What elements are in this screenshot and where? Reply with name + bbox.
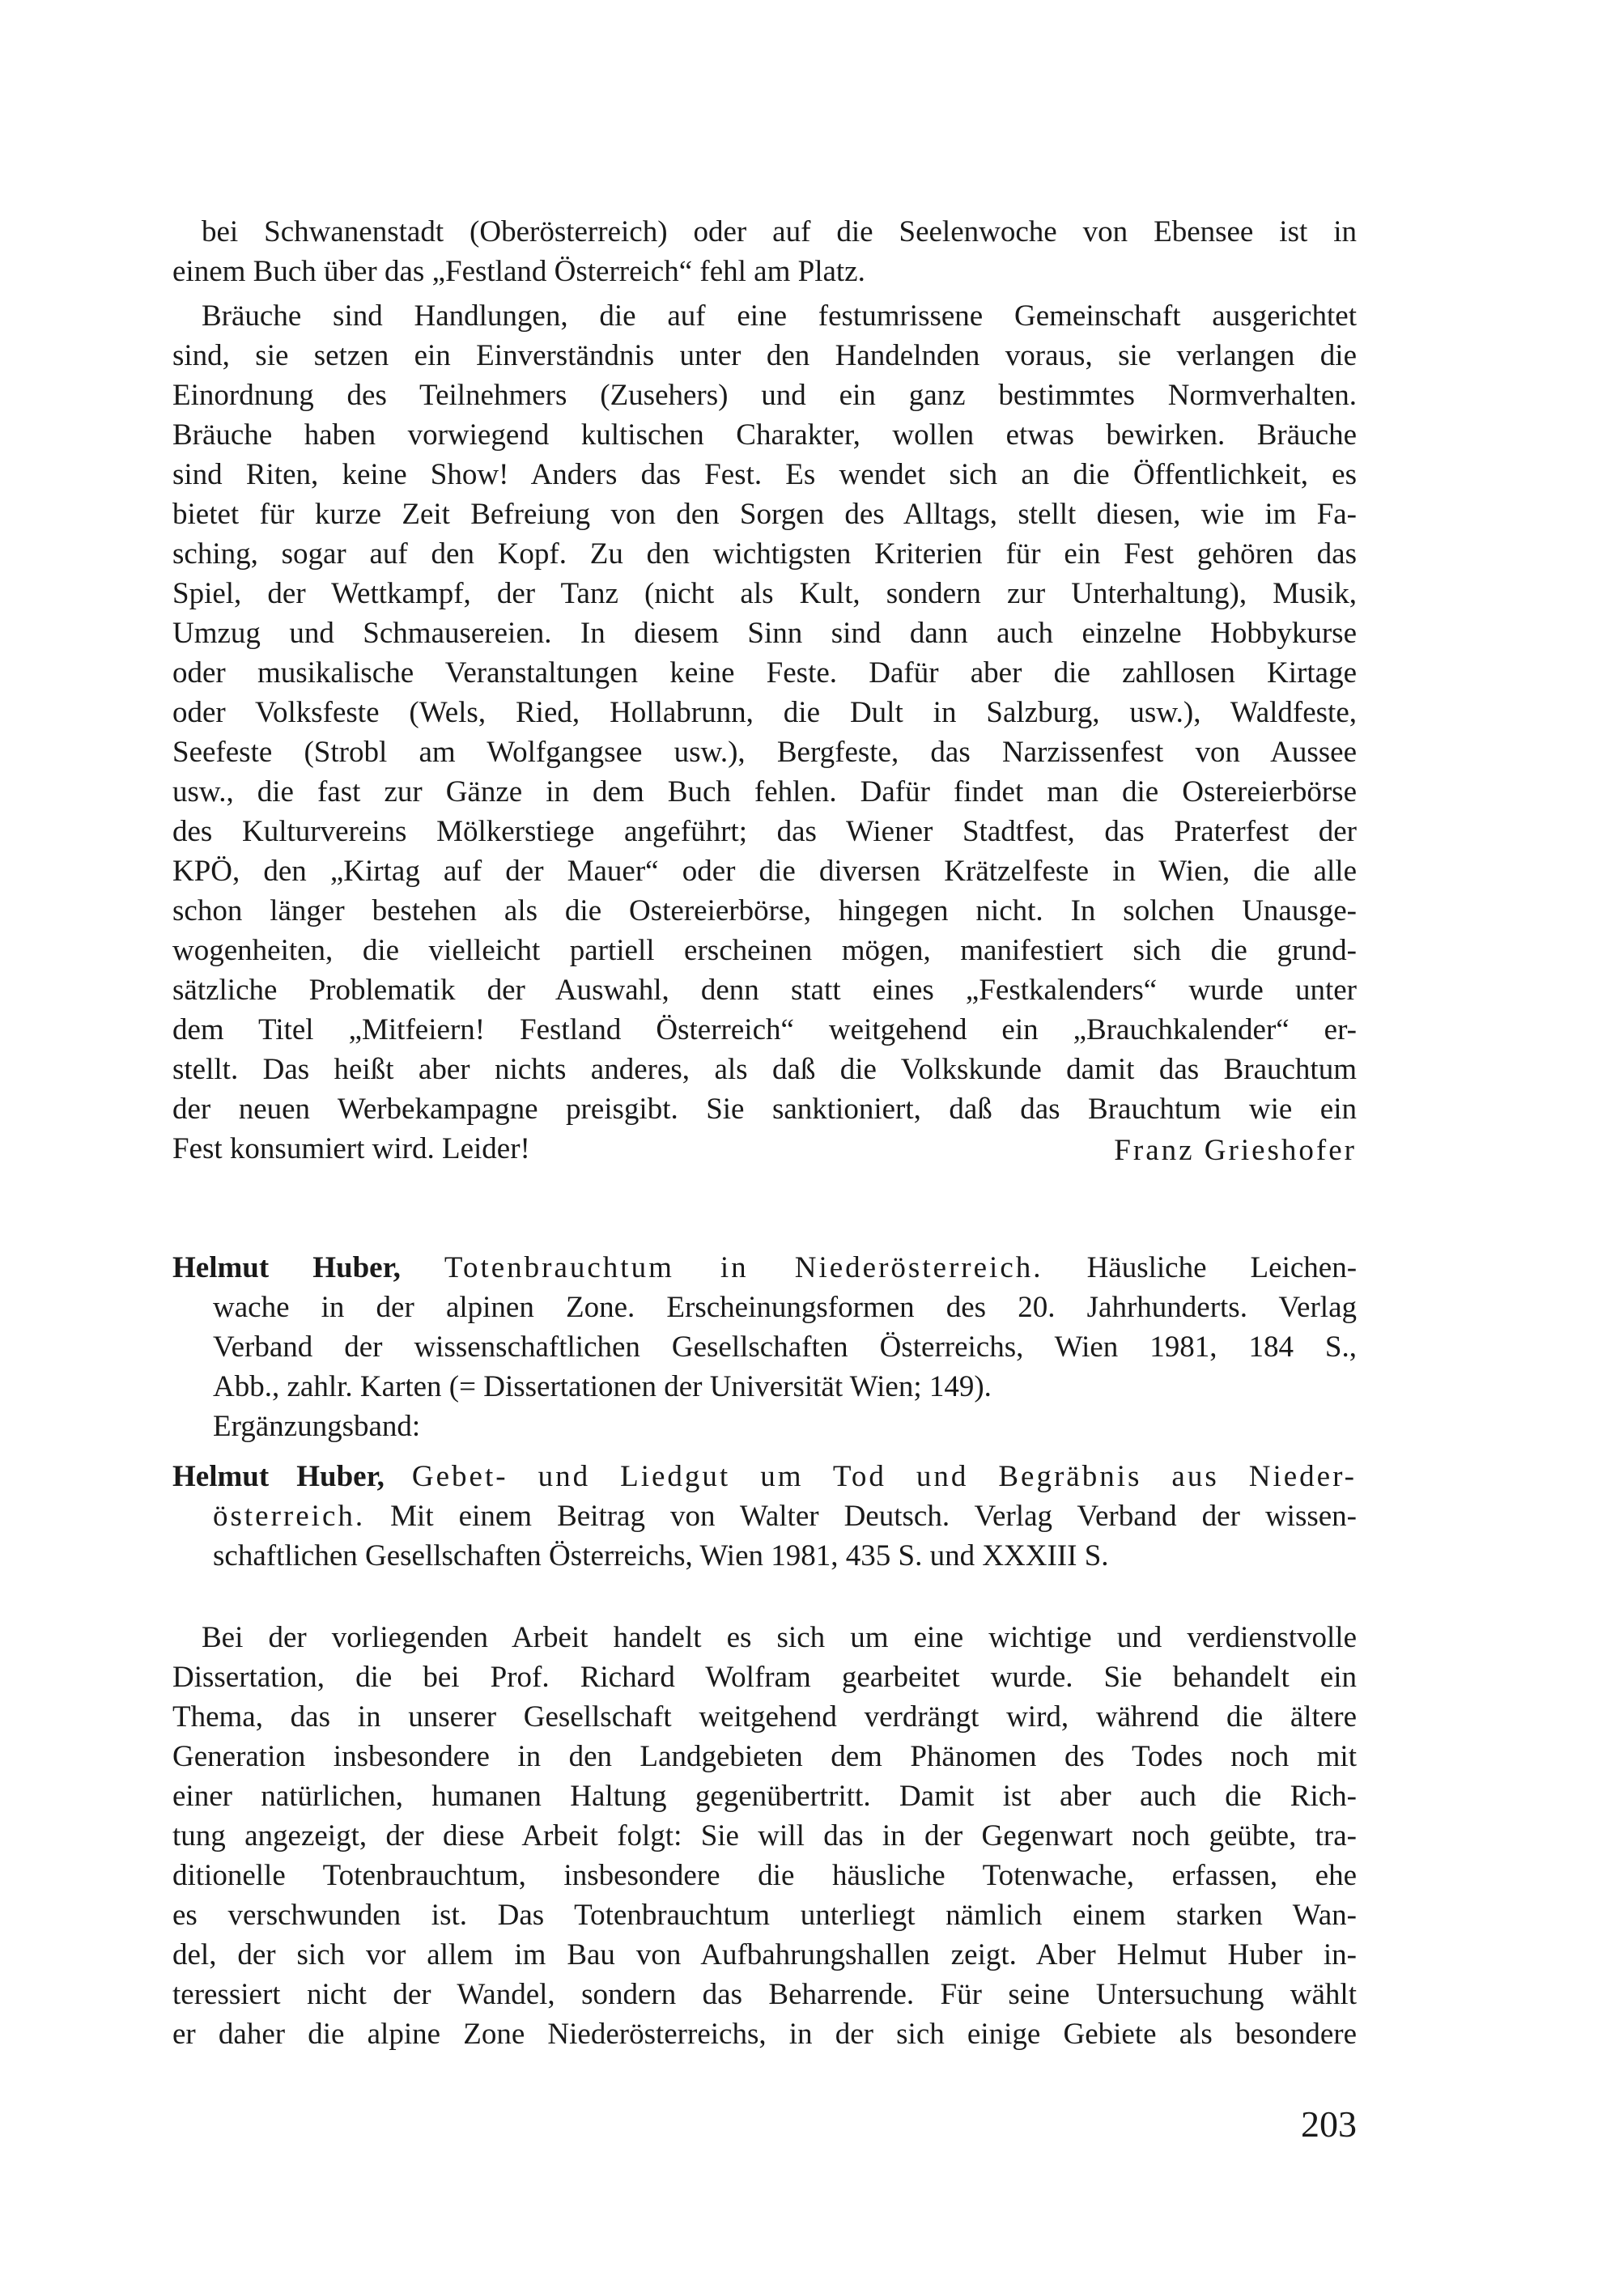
book-title: Totenbrauchtum in Niederösterreich. (444, 1251, 1043, 1284)
text-line: Abb., zahlr. Karten (= Dissertationen der Universität Wien; 149). (213, 1370, 992, 1403)
text-line: er daher die alpine Zone Niederösterreichs, in der sich einige Gebiete als besondere (172, 2018, 1357, 2051)
text-line: Bräuche haben vorwiegend kultischen Charakter, wollen etwas bewirken. Bräuche (172, 418, 1357, 452)
text-line (172, 1457, 1357, 1496)
text-line: wache in der alpinen Zone. Erscheinungsformen des 20. Jahrhunderts. Verlag (213, 1291, 1357, 1324)
text-line: wogenheiten, die vielleicht partiell erscheinen mögen, manifestiert sich die grund- (172, 934, 1357, 967)
text-line: schaftlichen Gesellschaften Österreichs, Wien 1981, 435 S. und XXXIII S. (213, 1539, 1109, 1572)
author: Helmut Huber, (172, 1251, 401, 1284)
text-line: sind, sie setzen ein Einverständnis unter den Handelnden voraus, sie verlangen die (172, 339, 1357, 372)
signature: Franz Grieshofer (1114, 1134, 1357, 1167)
book-title-cont: österreich. (213, 1500, 366, 1533)
text-line: tung angezeigt, der diese Arbeit folgt: Sie will das in der Gegenwart noch geübte, tra- (172, 1819, 1357, 1853)
text-line: Verband der wissenschaftlichen Gesellschaften Österreichs, Wien 1981, 184 S., (213, 1330, 1357, 1364)
text-line: Thema, das in unserer Gesellschaft weitgehend verdrängt wird, während die ältere (172, 1700, 1357, 1734)
text-line: bietet für kurze Zeit Befreiung von den Sorgen des Alltags, stellt diesen, wie im Fa- (172, 498, 1357, 531)
text-line: bei Schwanenstadt (Oberösterreich) oder auf die Seelenwoche von Ebensee ist in (202, 215, 1357, 248)
text-line: es verschwunden ist. Das Totenbrauchtum unterliegt nämlich einem starken Wan- (172, 1899, 1357, 1932)
text-line: usw., die fast zur Gänze in dem Buch fehlen. Dafür findet man die Ostereierbörse (172, 775, 1357, 808)
text-line: sätzliche Problematik der Auswahl, denn statt eines „Festkalenders“ wurde unter (172, 974, 1357, 1007)
bibliography-entry-2 (172, 1457, 1357, 1576)
text-line: Dissertation, die bei Prof. Richard Wolfram gearbeitet wurde. Sie behandelt ein (172, 1661, 1357, 1694)
text-line: Bräuche sind Handlungen, die auf eine festumrissene Gemeinschaft ausgerichtet (202, 299, 1357, 333)
review-body (172, 1618, 1357, 2054)
text-line: einer natürlichen, humanen Haltung gegenübertritt. Damit ist aber auch die Rich- (172, 1780, 1357, 1813)
text-line (172, 1496, 1357, 1536)
text-line: teressiert nicht der Wandel, sondern das Beharrende. Für seine Untersuchung wählt (172, 1978, 1357, 2011)
text-line: stellt. Das heißt aber nichts anderes, als daß die Volkskunde damit das Brauchtum (172, 1053, 1357, 1086)
text: Mit einem Beitrag von Walter Deutsch. Verlag Verband der wissen- (390, 1500, 1357, 1533)
paragraph-2 (172, 296, 1357, 1169)
text: Häusliche Leichen- (1086, 1251, 1358, 1284)
page-number: 203 (1301, 2103, 1357, 2145)
bibliography-entry-1 (172, 1248, 1357, 1446)
text-line: sching, sogar auf den Kopf. Zu den wichtigsten Kriterien für ein Fest gehören das (172, 537, 1357, 571)
text-line: Umzug und Schmausereien. In diesem Sinn sind dann auch einzelne Hobbykurse (172, 617, 1357, 650)
text-line: oder Volksfeste (Wels, Ried, Hollabrunn, die Dult in Salzburg, usw.), Waldfeste, (172, 696, 1357, 729)
text-line: ditionelle Totenbrauchtum, insbesondere die häusliche Totenwache, erfassen, ehe (172, 1859, 1357, 1892)
text-line: Fest konsumiert wird. Leider! (172, 1132, 530, 1165)
text-line: sind Riten, keine Show! Anders das Fest. Es wendet sich an die Öffentlichkeit, es (172, 458, 1357, 491)
text-line: Ergänzungsband: (213, 1410, 421, 1443)
text-line: Spiel, der Wettkampf, der Tanz (nicht als Kult, sondern zur Unterhaltung), Musik, (172, 577, 1357, 610)
text-line: Einordnung des Teilnehmers (Zusehers) und ein ganz bestimmtes Normverhalten. (172, 379, 1357, 412)
text-line: einem Buch über das „Festland Österreich“ fehl am Platz. (172, 255, 865, 288)
book-title: Gebet- und Liedgut um Tod und Begräbnis aus Nieder- (411, 1460, 1357, 1493)
text-line: Bei der vorliegenden Arbeit handelt es sich um eine wichtige und verdienstvolle (202, 1621, 1357, 1654)
text-line: des Kulturvereins Mölkerstiege angeführt; das Wiener Stadtfest, das Praterfest der (172, 815, 1357, 848)
text-line: schon länger bestehen als die Ostereierbörse, hingegen nicht. In solchen Unausge- (172, 894, 1357, 927)
text-line: del, der sich vor allem im Bau von Aufbahrungshallen zeigt. Aber Helmut Huber in- (172, 1938, 1357, 1971)
text-line: KPÖ, den „Kirtag auf der Mauer“ oder die diversen Krätzelfeste in Wien, die alle (172, 855, 1357, 888)
text-line: der neuen Werbekampagne preisgibt. Sie sanktioniert, daß das Brauchtum wie ein (172, 1093, 1357, 1126)
author: Helmut Huber, (172, 1460, 385, 1493)
text-line: Generation insbesondere in den Landgebieten dem Phänomen des Todes noch mit (172, 1740, 1357, 1773)
text-line (172, 1248, 1357, 1288)
paragraph-1 (172, 212, 1357, 291)
text-line: dem Titel „Mitfeiern! Festland Österreich“ weitgehend ein „Brauchkalender“ er- (172, 1013, 1357, 1046)
text-line: oder musikalische Veranstaltungen keine Feste. Dafür aber die zahllosen Kirtage (172, 656, 1357, 690)
text-line: Seefeste (Strobl am Wolfgangsee usw.), Bergfeste, das Narzissenfest von Aussee (172, 736, 1357, 769)
